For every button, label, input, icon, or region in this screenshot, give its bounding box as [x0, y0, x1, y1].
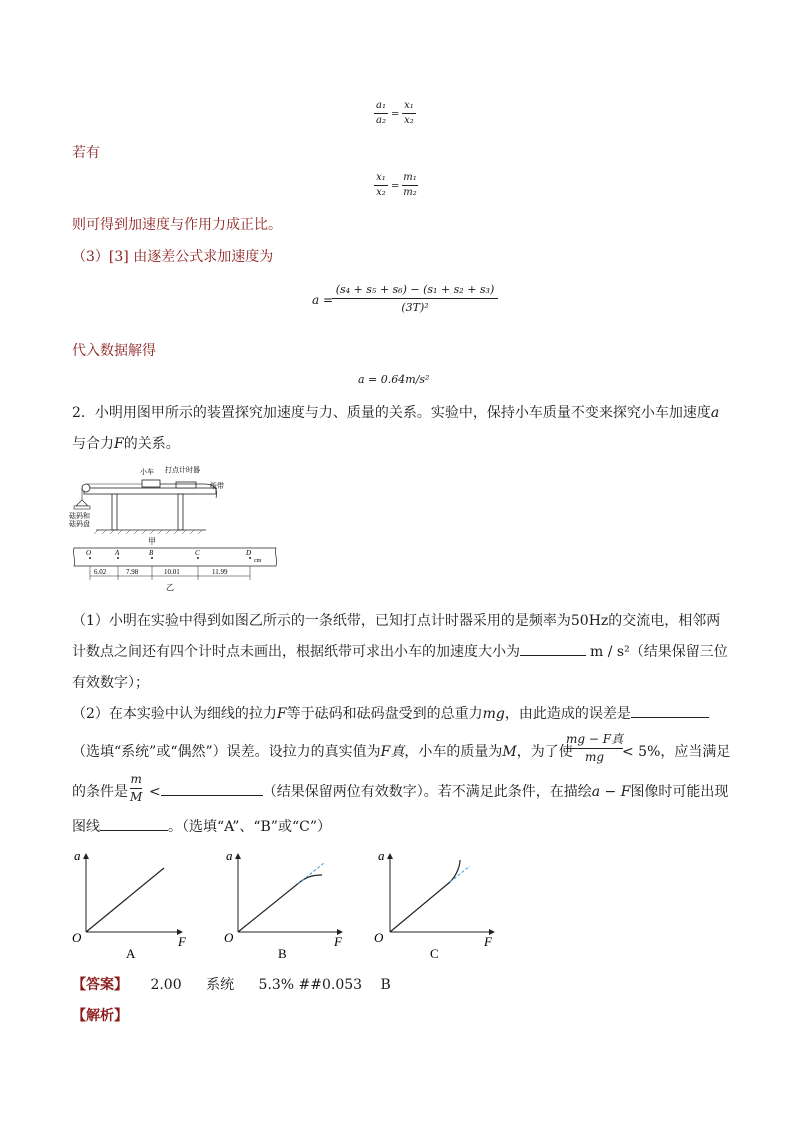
- dist-AB: 7.98: [126, 568, 139, 576]
- dist-BC: 10.01: [164, 568, 180, 576]
- p1-line1: （1）小明在实验中得到如图乙所示的一条纸带，已知打点计时器采用的是频率为50Hz的交流电，相邻两: [72, 613, 721, 629]
- dashed-C: [450, 866, 470, 882]
- accel-lhs: a =: [312, 293, 334, 307]
- answer-line: [72, 974, 391, 996]
- line-A: [86, 868, 164, 932]
- answer-blank-2[interactable]: [631, 703, 709, 718]
- label-tape: 纸带: [210, 482, 224, 490]
- caption-jia: 甲: [148, 537, 156, 546]
- p1-line2: 计数点之间还有四个计时点未画出，根据纸带可求出小车的加速度大小为 m / s²（结果保留三位: [72, 641, 728, 663]
- weights: [74, 506, 90, 509]
- curve-B: [238, 875, 322, 932]
- point-B: B: [149, 549, 154, 557]
- graph-A: [72, 848, 187, 961]
- answer-tag: 【答案】: [72, 977, 128, 993]
- svg-text:a: a: [378, 848, 385, 863]
- f2-x1: x₁: [376, 172, 386, 183]
- ground-hatch: [94, 530, 202, 534]
- svg-text:O: O: [224, 930, 234, 945]
- answer-2: 系统: [206, 977, 235, 993]
- label-weights-1: 砝码和: [69, 512, 90, 520]
- p2-line2-end: < 5%，应当满足: [622, 744, 731, 760]
- f2-x2: x₂: [376, 187, 386, 198]
- f1-a1: a₁: [376, 100, 386, 111]
- line-substitute: 代入数据解得: [72, 343, 156, 359]
- label-C: C: [430, 946, 439, 961]
- equals-sign: =: [391, 109, 400, 120]
- svg-text:O: O: [374, 930, 384, 945]
- p2-line1: （2）在本实验中认为细线的拉力F等于砝码和砝码盘受到的总重力mg，由此造成的误差是: [72, 703, 709, 725]
- graph-B: [224, 848, 343, 961]
- var-F: F: [114, 436, 124, 452]
- graph-C: [374, 848, 494, 961]
- dist-CD: 11.99: [212, 568, 228, 576]
- svg-text:O: O: [72, 930, 82, 945]
- p1-line3: 有效数字）；: [72, 675, 149, 691]
- label-A: A: [126, 946, 136, 961]
- svg-text:F: F: [334, 934, 342, 949]
- distance-labels: [94, 568, 228, 576]
- point-C: C: [195, 549, 200, 557]
- answer-3: 5.3% ##0.053: [258, 977, 363, 993]
- ratio-formula-2: [374, 172, 424, 206]
- answer-blank-4[interactable]: [100, 816, 168, 831]
- f2-m1: m₁: [403, 172, 417, 183]
- acceleration-formula: [312, 282, 512, 322]
- f1-x2: x₂: [404, 115, 414, 126]
- graph-options: [66, 848, 506, 964]
- f2-m2: m₂: [403, 187, 417, 198]
- line-if: 若有: [72, 145, 100, 161]
- label-B: B: [278, 946, 287, 961]
- line-conclusion: 则可得到加速度与作用力成正比。: [72, 217, 282, 233]
- label-timer: 打点计时器: [165, 466, 200, 474]
- p2-line3: 的条件是: [72, 784, 128, 800]
- answer-4: B: [380, 977, 391, 993]
- line-part3: （3）[3] 由逐差公式求加速度为: [72, 249, 274, 265]
- equals-sign: =: [391, 181, 400, 192]
- weight-pan: [76, 500, 88, 506]
- q2-intro-line1: 2．小明用图甲所示的装置探究加速度与力、质量的关系。实验中，保持小车质量不变来探究小车加速度a: [72, 405, 720, 421]
- dist-OA: 6.02: [94, 568, 107, 576]
- f1-a2: a₂: [376, 115, 386, 126]
- apparatus-figure: [66, 462, 292, 594]
- table-top: [84, 488, 216, 494]
- p2-line2: （选填“系统”或“偶然”）误差。设拉力的真实值为F真，小车的质量为M，为了使: [72, 744, 573, 760]
- pulley: [82, 484, 90, 492]
- point-D: D: [246, 549, 252, 557]
- accel-denominator: (3T)²: [401, 301, 429, 314]
- svg-text:a: a: [74, 848, 81, 863]
- svg-text:F: F: [484, 934, 492, 949]
- answer-blank-3[interactable]: [161, 781, 263, 796]
- label-weights-2: 砝码盘: [69, 520, 90, 528]
- point-O: O: [86, 549, 92, 557]
- p2-line3-rest: < （结果保留两位有效数字）。若不满足此条件，在描绘a − F图像时可能出现: [149, 781, 728, 803]
- q2-intro-line2: 与合力F的关系。: [72, 436, 180, 452]
- ratio-formula-1: [374, 100, 424, 134]
- var-a: a: [710, 405, 720, 421]
- curve-C: [390, 860, 460, 932]
- ratio-fraction: mg − F真 mg: [566, 732, 624, 764]
- p2-line4: 图线 。（选填“A”、“B”或“C”）: [72, 816, 331, 838]
- table-leg-right: [178, 494, 183, 530]
- dashed-B: [298, 863, 324, 884]
- point-A: A: [115, 549, 120, 557]
- label-car: 小车: [140, 468, 154, 476]
- accel-numerator: (s₄ + s₅ + s₆) − (s₁ + s₂ + s₃): [335, 283, 495, 296]
- table-leg-left: [112, 494, 117, 530]
- svg-text:a: a: [226, 848, 233, 863]
- mass-fraction: m M: [130, 772, 143, 804]
- car: [142, 480, 160, 487]
- unit-cm: cm: [254, 558, 262, 564]
- caption-yi: 乙: [166, 583, 174, 592]
- analysis-tag: 【解析】: [72, 1008, 128, 1024]
- svg-text:F: F: [178, 934, 186, 949]
- f1-x1: x₁: [404, 100, 414, 111]
- dot-timer: [176, 482, 196, 488]
- answer-1: 2.00: [150, 977, 182, 993]
- result-formula: a = 0.64m/s²: [358, 373, 430, 386]
- answer-blank-1[interactable]: [520, 641, 586, 656]
